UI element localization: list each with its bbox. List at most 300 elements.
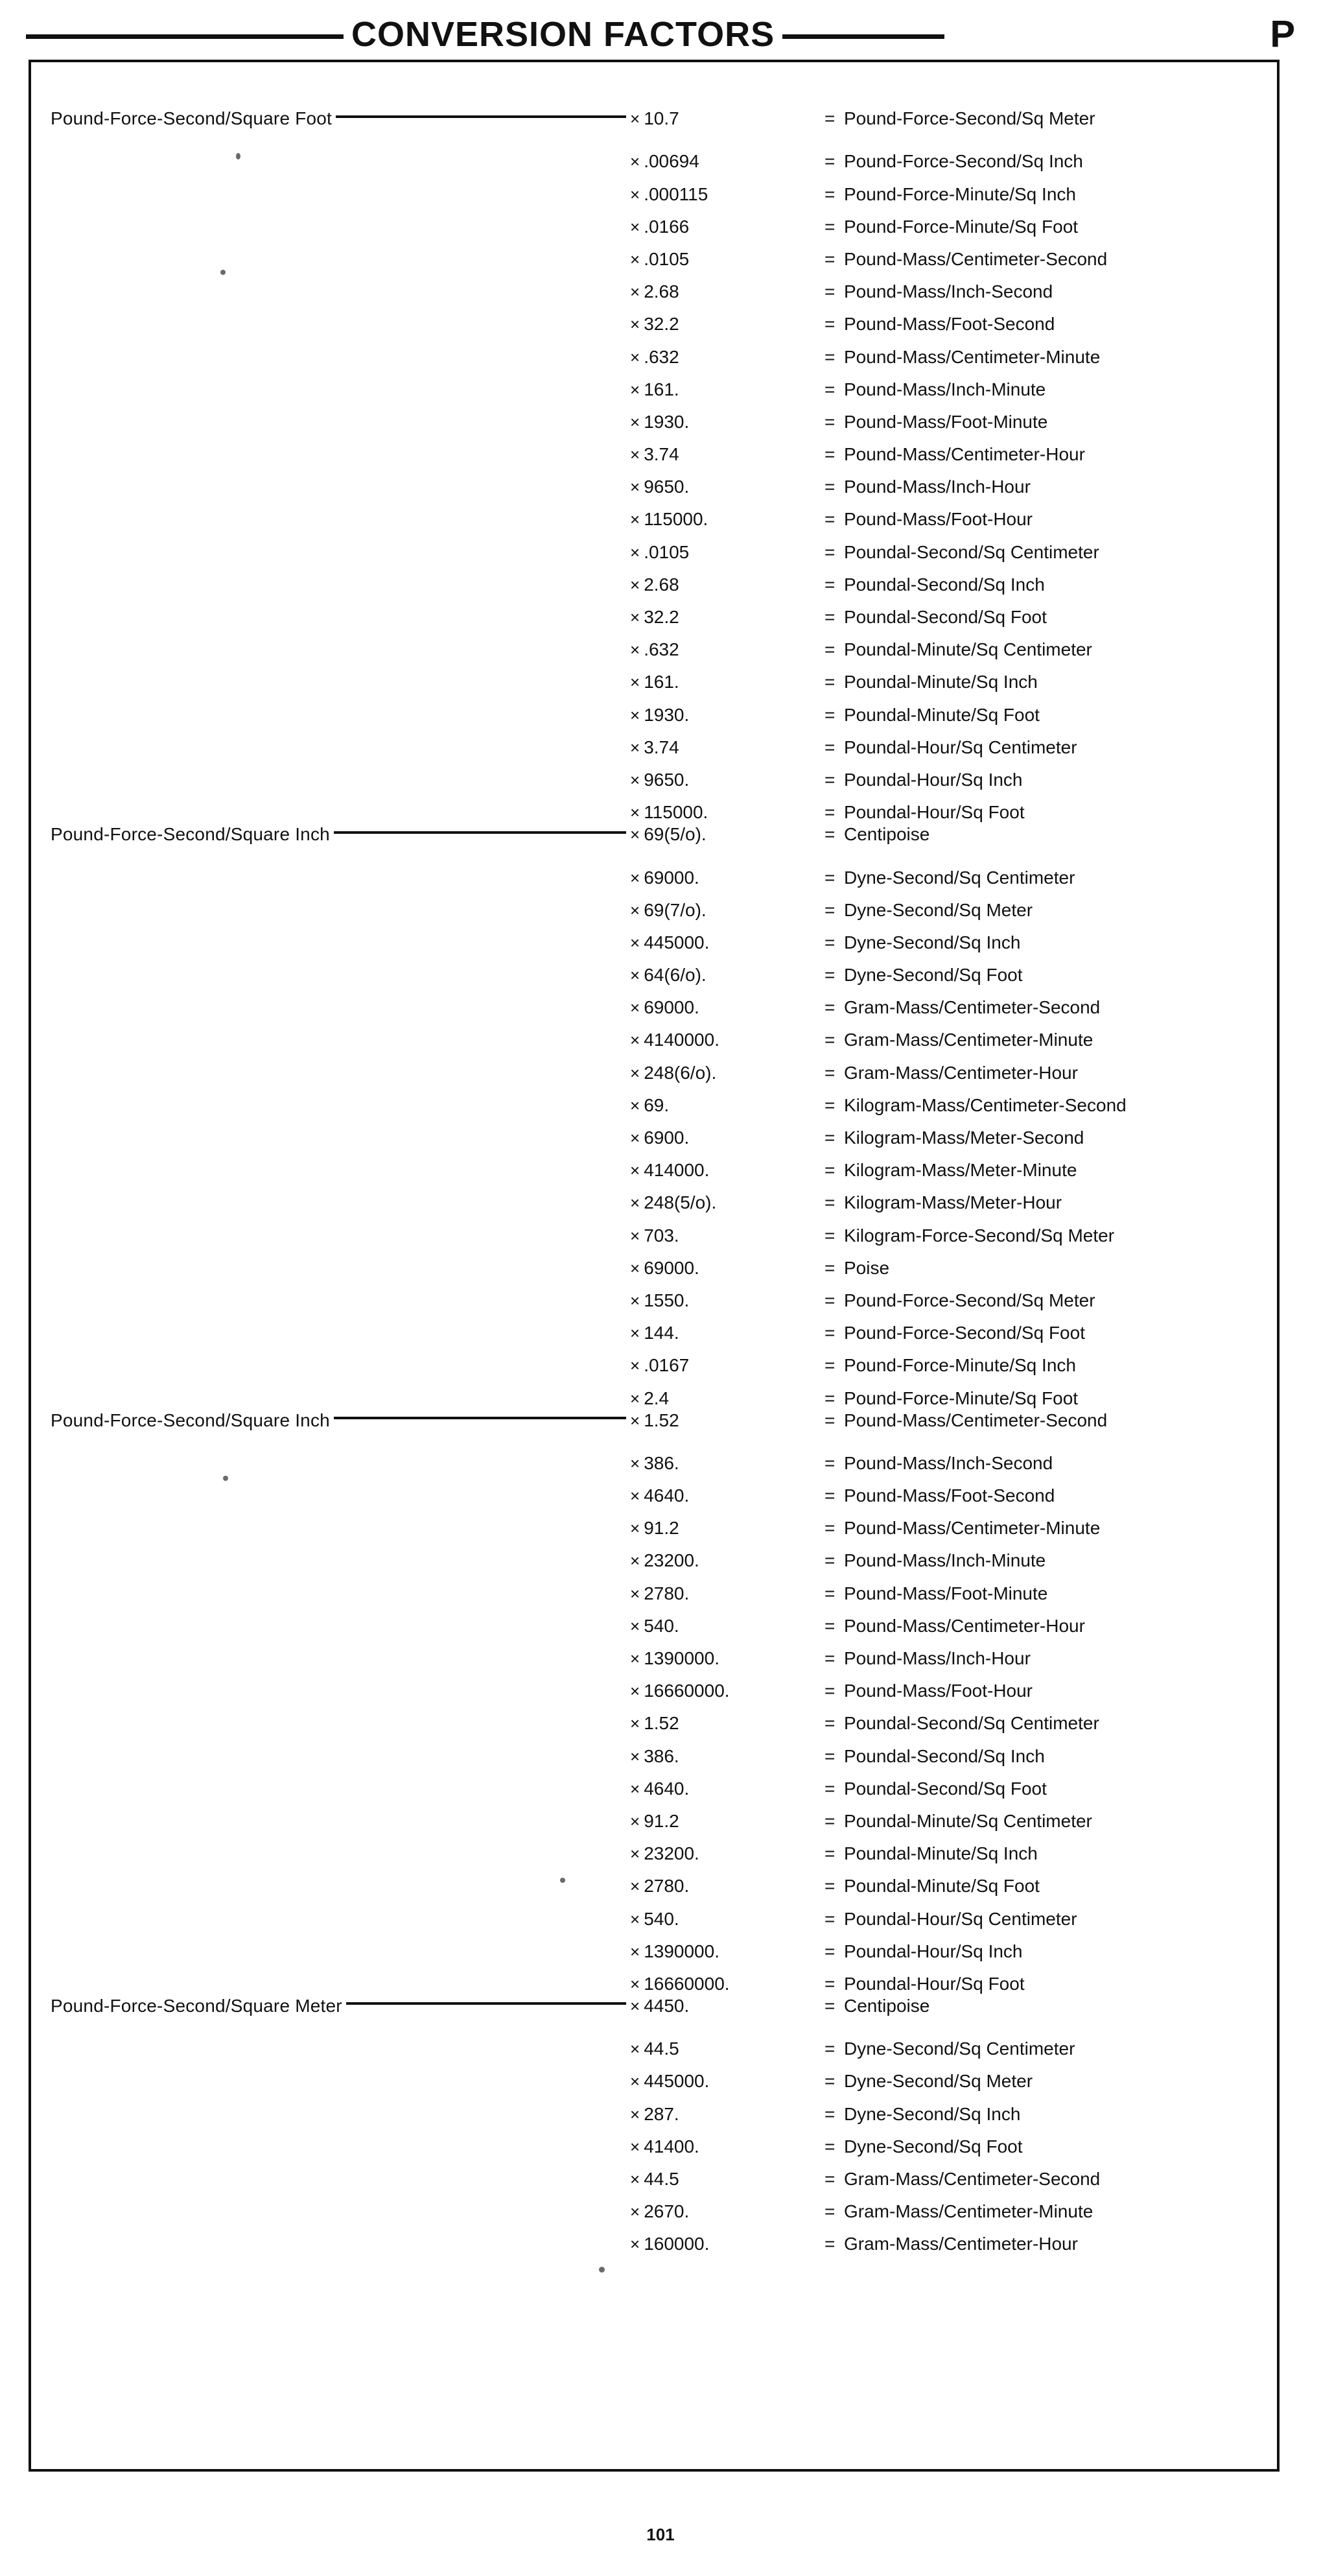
conversion-target-label: Pound-Mass/Centimeter-Hour: [844, 444, 1085, 465]
conversion-source-cell: [43, 167, 626, 200]
conversion-source-cell: [43, 1566, 626, 1599]
table-row: [43, 1534, 1265, 1571]
conversion-target-cell: [824, 1323, 1265, 1343]
conversion-source-cell: [43, 525, 626, 558]
conversion-factor-cell: [626, 477, 824, 497]
conversion-source-cell: [43, 1371, 626, 1404]
conversion-source-cell: [43, 1046, 626, 1078]
conversion-factor-value: 4140000.: [644, 1030, 719, 1050]
conversion-target-label: Poundal-Minute/Sq Centimeter: [844, 639, 1092, 660]
multiply-sign: ×: [630, 1649, 640, 1668]
equals-sign: =: [824, 1778, 836, 1799]
multiply-sign: ×: [630, 1616, 640, 1636]
table-row: [43, 1469, 1265, 1506]
conversion-target-cell: [824, 672, 1265, 692]
conversion-factor-cell: [626, 1909, 824, 1930]
conversion-target-label: Pound-Mass/Centimeter-Second: [844, 248, 1108, 269]
table-row: [43, 818, 1265, 851]
conversion-factor-cell: [626, 1095, 824, 1116]
table-row: [43, 1729, 1265, 1766]
conversion-factor-cell: [626, 2104, 824, 2125]
conversion-factor-cell: [626, 1713, 824, 1734]
conversion-target-label: Poundal-Hour/Sq Foot: [844, 802, 1025, 823]
conversion-factor-value: 9650.: [644, 477, 690, 497]
conversion-factor-value: 3.74: [644, 444, 679, 465]
conversion-factor-cell: [626, 1996, 824, 2016]
conversion-factor-value: 1550.: [644, 1290, 690, 1310]
table-row: [43, 1600, 1265, 1636]
multiply-sign: ×: [630, 1518, 640, 1539]
conversion-target-cell: [824, 1030, 1265, 1050]
conversion-source-cell: [43, 428, 626, 460]
equals-sign: =: [824, 1388, 836, 1408]
equals-sign: =: [824, 379, 836, 399]
conversion-target-cell: [824, 1192, 1265, 1213]
conversion-source-cell: [43, 1892, 626, 1924]
conversion-factor-value: 414000.: [644, 1160, 710, 1181]
conversion-source-cell: [43, 688, 626, 720]
conversion-factor-cell: [626, 347, 824, 368]
table-row: [43, 949, 1265, 986]
equals-sign: =: [824, 314, 836, 335]
conversion-factor-cell: [626, 1453, 824, 1474]
table-row: [43, 428, 1265, 465]
conversion-target-cell: [824, 574, 1265, 595]
conversion-target-label: Pound-Mass/Centimeter-Hour: [844, 1615, 1085, 1636]
conversion-source-cell: [43, 2185, 626, 2217]
equals-sign: =: [824, 216, 836, 237]
conversion-source-cell: [43, 396, 626, 428]
conversion-source-cell: [43, 916, 626, 949]
equals-sign: =: [824, 672, 836, 692]
conversion-target-label: Poundal-Minute/Sq Foot: [844, 1876, 1040, 1897]
scan-speck: [236, 153, 240, 160]
conversion-target-cell: [824, 444, 1265, 465]
table-row: [43, 525, 1265, 562]
conversion-source-cell: [43, 1925, 626, 1957]
conversion-factor-cell: [626, 672, 824, 692]
table-row: [43, 1209, 1265, 1246]
conversion-target-cell: [824, 2234, 1265, 2254]
conversion-target-cell: [824, 412, 1265, 432]
conversion-factor-cell: [626, 281, 824, 302]
multiply-sign: ×: [630, 2104, 640, 2124]
conversion-source-cell: [43, 721, 626, 753]
conversion-factor-cell: [626, 1648, 824, 1669]
conversion-factor-cell: [626, 802, 824, 823]
conversion-factor-value: .632: [644, 346, 679, 367]
equals-sign: =: [824, 1290, 836, 1310]
multiply-sign: ×: [630, 542, 640, 562]
multiply-sign: ×: [630, 1063, 640, 1083]
conversion-target-cell: [824, 2201, 1265, 2222]
conversion-factor-cell: [626, 1225, 824, 1246]
table-row: [43, 1079, 1265, 1115]
conversion-factor-value: 144.: [644, 1323, 679, 1343]
conversion-factor-cell: [626, 1583, 824, 1604]
table-row: [43, 981, 1265, 1018]
conversion-source-cell: [43, 851, 626, 883]
conversion-factor-value: 4450.: [644, 1995, 690, 2016]
conversion-factor-cell: [626, 1681, 824, 1701]
conversion-target-cell: [824, 1843, 1265, 1864]
conversion-factor-cell: [626, 1323, 824, 1343]
equals-sign: =: [824, 281, 836, 302]
conversion-target-cell: [824, 639, 1265, 660]
conversion-target-label: Gram-Mass/Centimeter-Second: [844, 2169, 1101, 2189]
conversion-factor-value: 69000.: [644, 1257, 699, 1278]
conversion-factor-cell: [626, 705, 824, 726]
conversion-target-label: Pound-Force-Minute/Sq Inch: [844, 183, 1076, 204]
equals-sign: =: [824, 2234, 836, 2254]
conversion-target-cell: [824, 1225, 1265, 1246]
multiply-sign: ×: [630, 1258, 640, 1278]
conversion-target-label: Pound-Force-Second/Sq Foot: [844, 1323, 1085, 1343]
conversion-factor-value: .0167: [644, 1355, 690, 1376]
conversion-target-cell: [824, 900, 1265, 921]
conversion-factor-cell: [626, 737, 824, 758]
conversion-factor-cell: [626, 1843, 824, 1864]
table-row: [43, 1144, 1265, 1181]
equals-sign: =: [824, 1876, 836, 1897]
multiply-sign: ×: [630, 737, 640, 757]
equals-sign: =: [824, 1973, 836, 1994]
conversion-target-cell: [824, 1876, 1265, 1897]
multiply-sign: ×: [630, 770, 640, 790]
equals-sign: =: [824, 1485, 836, 1506]
conversion-source-cell: [43, 1111, 626, 1144]
equals-sign: =: [824, 1257, 836, 1278]
table-row: [43, 1925, 1265, 1961]
equals-sign: =: [824, 1583, 836, 1603]
multiply-sign: ×: [630, 1388, 640, 1408]
multiply-sign: ×: [630, 109, 640, 129]
table-row: [43, 2217, 1265, 2254]
conversion-target-cell: [824, 1258, 1265, 1279]
multiply-sign: ×: [630, 1030, 640, 1050]
conversion-factor-cell: [626, 1410, 824, 1431]
conversion-source-cell: [43, 1339, 626, 1371]
table-row: [43, 1046, 1265, 1083]
conversion-factor-value: 445000.: [644, 2071, 710, 2092]
conversion-target-cell: [824, 705, 1265, 726]
equals-sign: =: [824, 151, 836, 172]
conversion-factor-cell: [626, 1192, 824, 1213]
multiply-sign: ×: [630, 1225, 640, 1246]
conversion-target-label: Pound-Mass/Inch-Minute: [844, 1550, 1046, 1571]
conversion-target-cell: [824, 997, 1265, 1018]
conversion-factor-value: 3.74: [644, 737, 679, 757]
conversion-factor-cell: [626, 932, 824, 953]
conversion-target-label: Pound-Mass/Foot-Hour: [844, 1681, 1033, 1701]
conversion-factor-cell: [626, 151, 824, 172]
conversion-source-cell: [43, 623, 626, 656]
conversion-factor-cell: [626, 2201, 824, 2222]
multiply-sign: ×: [630, 1681, 640, 1701]
multiply-sign: ×: [630, 379, 640, 399]
conversion-target-cell: [824, 965, 1265, 986]
equals-sign: =: [824, 509, 836, 530]
conversion-target-label: Pound-Mass/Centimeter-Second: [844, 1410, 1108, 1430]
conversion-source-cell: [43, 200, 626, 233]
table-row: [43, 1990, 1265, 2022]
equals-sign: =: [824, 1192, 836, 1213]
conversion-source-cell: [43, 1827, 626, 1860]
multiply-sign: ×: [630, 1453, 640, 1473]
conversion-source-cell: [43, 981, 626, 1013]
table-row: [43, 1371, 1265, 1408]
equals-sign: =: [824, 248, 836, 269]
scan-speck: [223, 1476, 228, 1481]
multiply-sign: ×: [630, 1193, 640, 1213]
conversion-target-cell: [824, 1974, 1265, 1994]
page-title: CONVERSION FACTORS: [351, 15, 775, 54]
equals-sign: =: [824, 1810, 836, 1831]
table-row: [43, 786, 1265, 823]
table-row: [43, 363, 1265, 399]
conversion-factor-value: 41400.: [644, 2136, 699, 2157]
conversion-target-label: Dyne-Second/Sq Centimeter: [844, 867, 1075, 888]
conversion-target-label: Pound-Mass/Foot-Minute: [844, 411, 1048, 432]
equals-sign: =: [824, 607, 836, 627]
conversion-factor-value: .00694: [644, 151, 699, 172]
table-row: [43, 102, 1265, 135]
conversion-table: [43, 102, 1265, 2254]
conversion-factor-cell: [626, 1811, 824, 1832]
conversion-factor-cell: [626, 379, 824, 400]
conversion-table-frame: [29, 60, 1280, 2472]
multiply-sign: ×: [630, 314, 640, 335]
equals-sign: =: [824, 1941, 836, 1961]
conversion-target-label: Poundal-Second/Sq Centimeter: [844, 541, 1099, 562]
multiply-sign: ×: [630, 2136, 640, 2157]
conversion-target-cell: [824, 347, 1265, 368]
conversion-target-label: Poundal-Second/Sq Inch: [844, 574, 1045, 595]
conversion-factor-value: 69000.: [644, 867, 699, 888]
conversion-factor-value: 1.52: [644, 1713, 679, 1734]
conversion-source-label: Pound-Force-Second/Square Meter: [51, 1995, 342, 2016]
equals-sign: =: [824, 1843, 836, 1864]
conversion-target-cell: [824, 1616, 1265, 1637]
conversion-target-cell: [824, 1713, 1265, 1734]
table-row: [43, 558, 1265, 595]
table-row: [43, 884, 1265, 920]
scan-speck: [220, 270, 226, 275]
conversion-target-label: Poundal-Second/Sq Foot: [844, 607, 1047, 627]
conversion-target-cell: [824, 737, 1265, 758]
conversion-factor-value: 10.7: [644, 108, 679, 129]
conversion-source-cell: [43, 591, 626, 623]
conversion-factor-value: .0105: [644, 248, 690, 269]
conversion-source-cell: [43, 1469, 626, 1502]
equals-sign: =: [824, 2169, 836, 2189]
conversion-factor-cell: [626, 1485, 824, 1506]
equals-sign: =: [824, 867, 836, 888]
conversion-target-label: Pound-Force-Minute/Sq Foot: [844, 1388, 1079, 1408]
equals-sign: =: [824, 1128, 836, 1148]
conversion-source-cell: [43, 2055, 626, 2087]
equals-sign: =: [824, 1062, 836, 1083]
conversion-factor-cell: [626, 1160, 824, 1181]
conversion-target-label: Pound-Mass/Centimeter-Minute: [844, 1518, 1101, 1539]
table-row: [43, 916, 1265, 952]
conversion-source-cell: [43, 1144, 626, 1176]
multiply-sign: ×: [630, 2202, 640, 2222]
conversion-factor-value: 540.: [644, 1615, 679, 1636]
table-row: [43, 1502, 1265, 1539]
conversion-factor-value: 1930.: [644, 411, 690, 432]
conversion-target-label: Poundal-Minute/Sq Centimeter: [844, 1810, 1092, 1831]
conversion-target-label: Gram-Mass/Centimeter-Hour: [844, 2234, 1078, 2254]
conversion-factor-value: 1390000.: [644, 1941, 719, 1961]
conversion-source-cell: [43, 1502, 626, 1534]
conversion-factor-value: 69.: [644, 1094, 670, 1115]
conversion-target-cell: [824, 1410, 1265, 1431]
multiply-sign: ×: [630, 152, 640, 172]
multiply-sign: ×: [630, 803, 640, 823]
conversion-source-cell: [43, 2120, 626, 2153]
equals-sign: =: [824, 1995, 836, 2016]
table-row: [43, 2153, 1265, 2189]
conversion-target-label: Pound-Force-Second/Sq Meter: [844, 1290, 1095, 1310]
table-row: [43, 1274, 1265, 1310]
equals-sign: =: [824, 444, 836, 465]
multiply-sign: ×: [630, 1290, 640, 1310]
table-row: [43, 1762, 1265, 1799]
conversion-target-cell: [824, 1811, 1265, 1832]
equals-sign: =: [824, 737, 836, 757]
table-row: [43, 1795, 1265, 1831]
table-row: [43, 721, 1265, 757]
conversion-factor-value: 161.: [644, 379, 679, 399]
conversion-target-label: Pound-Mass/Centimeter-Minute: [844, 346, 1101, 367]
conversion-target-label: Poundal-Second/Sq Centimeter: [844, 1713, 1099, 1734]
equals-sign: =: [824, 1550, 836, 1571]
conversion-factor-value: 2.68: [644, 281, 679, 302]
table-row: [43, 688, 1265, 725]
table-row: [43, 1860, 1265, 1897]
equals-sign: =: [824, 769, 836, 790]
conversion-source-cell: [43, 1534, 626, 1566]
multiply-sign: ×: [630, 640, 640, 660]
conversion-target-label: Kilogram-Mass/Centimeter-Second: [844, 1094, 1127, 1115]
conversion-source-cell: [43, 949, 626, 981]
conversion-factor-value: 445000.: [644, 932, 710, 952]
multiply-sign: ×: [630, 1876, 640, 1897]
equals-sign: =: [824, 1094, 836, 1115]
equals-sign: =: [824, 997, 836, 1018]
conversion-factor-value: 16660000.: [644, 1681, 730, 1701]
conversion-target-label: Pound-Mass/Inch-Hour: [844, 477, 1031, 497]
header-rule-right: [782, 34, 944, 39]
conversion-source-cell: [43, 558, 626, 591]
conversion-source-cell: [43, 460, 626, 493]
conversion-target-cell: [824, 379, 1265, 400]
header-rule-left: [26, 34, 344, 39]
conversion-factor-value: 32.2: [644, 314, 679, 335]
conversion-target-cell: [824, 770, 1265, 790]
multiply-sign: ×: [630, 672, 640, 692]
conversion-source-cell: [43, 493, 626, 525]
conversion-factor-cell: [626, 1876, 824, 1897]
conversion-target-label: Gram-Mass/Centimeter-Minute: [844, 1030, 1093, 1050]
conversion-factor-value: 69000.: [644, 997, 699, 1018]
conversion-target-cell: [824, 108, 1265, 129]
conversion-factor-value: 6900.: [644, 1128, 690, 1148]
multiply-sign: ×: [630, 2072, 640, 2092]
conversion-factor-value: 1930.: [644, 704, 690, 725]
equals-sign: =: [824, 1648, 836, 1668]
conversion-target-cell: [824, 1518, 1265, 1539]
equals-sign: =: [824, 2071, 836, 2092]
conversion-factor-cell: [626, 824, 824, 845]
multiply-sign: ×: [630, 412, 640, 432]
multiply-sign: ×: [630, 1161, 640, 1181]
table-row: [43, 2087, 1265, 2124]
conversion-target-cell: [824, 249, 1265, 270]
multiply-sign: ×: [630, 574, 640, 595]
conversion-factor-cell: [626, 542, 824, 563]
equals-sign: =: [824, 2136, 836, 2157]
conversion-factor-cell: [626, 184, 824, 205]
multiply-sign: ×: [630, 510, 640, 530]
conversion-source-label: Pound-Force-Second/Square Inch: [51, 824, 330, 845]
multiply-sign: ×: [630, 1410, 640, 1430]
conversion-source-cell: [43, 1079, 626, 1111]
conversion-source-cell: [43, 1306, 626, 1339]
conversion-target-cell: [824, 1095, 1265, 1116]
conversion-target-label: Poise: [844, 1257, 890, 1278]
conversion-target-cell: [824, 932, 1265, 953]
conversion-target-label: Pound-Force-Minute/Sq Foot: [844, 216, 1079, 237]
table-row: [43, 623, 1265, 660]
multiply-sign: ×: [630, 1996, 640, 2016]
multiply-sign: ×: [630, 608, 640, 627]
conversion-target-cell: [824, 1681, 1265, 1701]
table-row: [43, 200, 1265, 237]
conversion-factor-cell: [626, 2071, 824, 2092]
conversion-target-label: Poundal-Hour/Sq Inch: [844, 1941, 1023, 1961]
conversion-target-cell: [824, 281, 1265, 302]
conversion-target-cell: [824, 184, 1265, 205]
equals-sign: =: [824, 1160, 836, 1181]
conversion-target-label: Pound-Mass/Foot-Minute: [844, 1583, 1048, 1603]
conversion-factor-cell: [626, 639, 824, 660]
conversion-target-label: Kilogram-Mass/Meter-Second: [844, 1128, 1084, 1148]
conversion-source-cell: [43, 1990, 626, 2022]
conversion-factor-cell: [626, 997, 824, 1018]
equals-sign: =: [824, 2038, 836, 2059]
conversion-source-cell: [43, 1437, 626, 1469]
conversion-target-cell: [824, 607, 1265, 628]
equals-sign: =: [824, 704, 836, 725]
conversion-factor-cell: [626, 2038, 824, 2059]
table-row: [43, 1892, 1265, 1929]
conversion-factor-cell: [626, 1258, 824, 1279]
conversion-factor-cell: [626, 509, 824, 530]
conversion-factor-cell: [626, 1974, 824, 1994]
table-row: [43, 1827, 1265, 1864]
conversion-source-cell: [43, 1795, 626, 1827]
conversion-source-cell: [43, 884, 626, 916]
conversion-target-cell: [824, 802, 1265, 823]
conversion-source-cell: [43, 1860, 626, 1892]
multiply-sign: ×: [630, 347, 640, 367]
conversion-source-cell: [43, 1729, 626, 1762]
conversion-target-cell: [824, 1453, 1265, 1474]
conversion-target-cell: [824, 1583, 1265, 1604]
conversion-factor-value: 4640.: [644, 1778, 690, 1799]
